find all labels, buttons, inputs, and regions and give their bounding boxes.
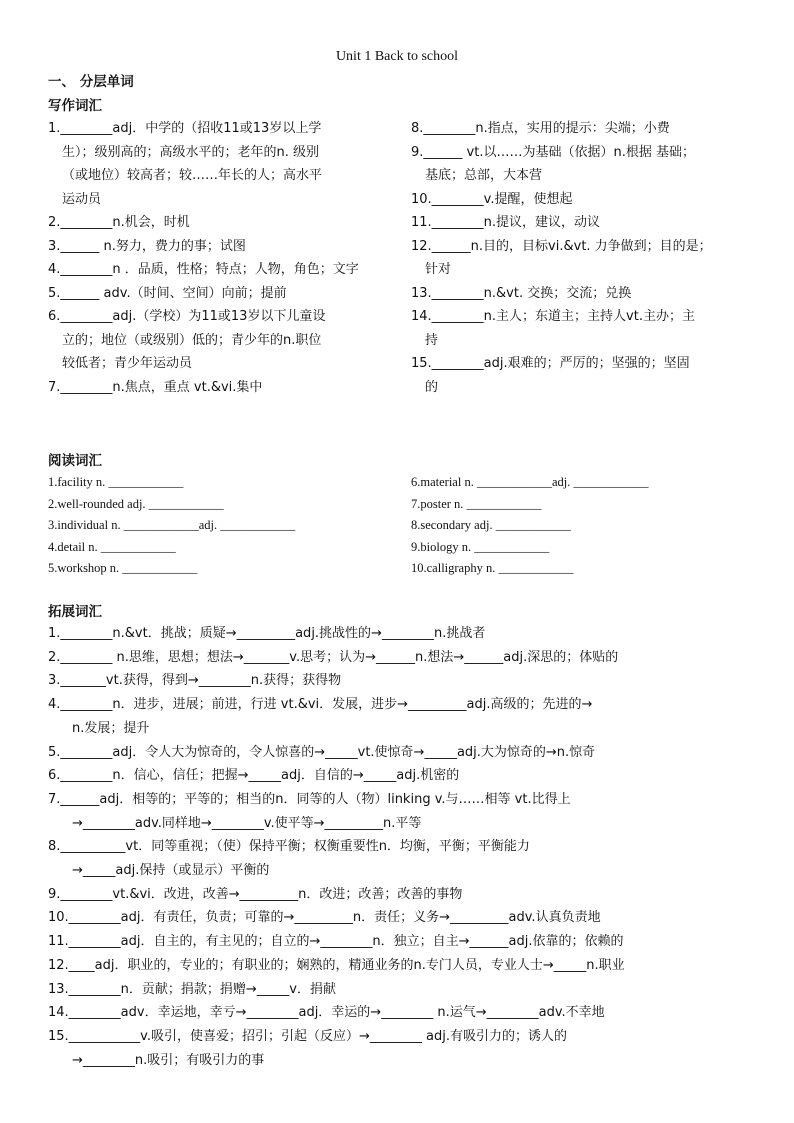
extension-item: 4.________n．进步，进展；前进，行进 vt.&vi．发展，进步→_________adj.高级的；先进的→	[48, 697, 593, 713]
extension-item-continued: →________n.吸引；有吸引力的事	[72, 1052, 265, 1068]
writing-heading: 写作词汇	[48, 98, 102, 114]
writing-item-line: 8.________n.指点，实用的提示：尖端；小费	[411, 121, 670, 136]
writing-item-line: 立的；地位（或级别）低的；青少年的n.职位	[62, 332, 322, 348]
reading-item-line: 6.material n. ____________adj. ____________	[411, 475, 649, 489]
writing-item	[48, 235, 388, 259]
reading-item	[48, 537, 388, 559]
writing-item	[411, 211, 751, 235]
writing-item	[411, 235, 751, 282]
reading-item-line: 4.detail n. ____________	[48, 539, 176, 554]
writing-item	[48, 117, 388, 211]
writing-item-line: 13.________n.&vt. 交换；交流；兑换	[411, 285, 632, 301]
extension-item: 14.________adv．幸运地，幸亏→________adj．幸运的→________ n.运气→________adv.不幸地	[48, 1005, 605, 1021]
writing-item-line: 9.______ vt.以……为基础（依据）n.根据 基础；	[411, 144, 695, 160]
writing-item-line: 11.________n.提议，建议，动议	[411, 215, 601, 230]
reading-item-line: 3.individual n. ____________adj. ____________	[48, 518, 296, 532]
writing-item	[411, 352, 751, 399]
reading-item-line: 9.biology n. ____________	[411, 539, 550, 554]
extension-item: 2.________ n.思维，思想；想法→_______v.思考；认为→______n.想法→______adj.深思的；体贴的	[48, 649, 619, 665]
writing-item	[48, 211, 388, 235]
reading-item-line: 8.secondary adj. ____________	[411, 518, 571, 532]
writing-item	[411, 141, 751, 188]
reading-item-line: 10.calligraphy n. ____________	[411, 561, 574, 575]
page-title: Unit 1 Back to school	[335, 49, 459, 64]
writing-item-line: 10.________v.提醒，使想起	[411, 191, 573, 207]
reading-item-line: 2.well-rounded adj. ____________	[48, 496, 224, 511]
writing-item-line: 4.________n ．品质，性格；特点；人物，角色；文字	[48, 262, 359, 277]
reading-item	[411, 494, 751, 516]
extension-item: 12.____adj．职业的，专业的；有职业的；娴熟的，精通业务的n.专门人员，专业人士→_____n.职业	[48, 957, 625, 973]
reading-item	[48, 494, 388, 516]
writing-right-column	[411, 117, 751, 399]
reading-item	[411, 515, 751, 537]
writing-item-line: 针对	[425, 262, 452, 277]
reading-right-column	[411, 472, 751, 580]
reading-heading: 阅读词汇	[48, 453, 102, 469]
extension-item-continued: n.发展；提升	[72, 720, 150, 736]
extension-item: 3._______vt.获得，得到→________n.获得；获得物	[48, 673, 342, 689]
writing-item	[48, 258, 388, 282]
extension-item: 13.________n．贡献；捐款；捐赠→_____v．捐献	[48, 981, 336, 997]
reading-item	[411, 558, 751, 580]
writing-item-line: 14.________n.主人；东道主；主持人vt.主办；主	[411, 309, 695, 324]
writing-item-line: 3.______ n.努力，费力的事；试图	[48, 238, 246, 254]
section-heading: 一、 分层单词	[48, 74, 134, 90]
extension-item: 10.________adj．有责任，负责；可靠的→_________n．责任；义务→_________adv.认真负责地	[48, 910, 601, 926]
extension-item: 1.________n.&vt．挑战；质疑→_________adj.挑战性的→________n.挑战者	[48, 626, 486, 641]
extension-item: 8.__________vt．同等重视；（使）保持平衡；权衡重要性n．均衡，平衡；平衡能力	[48, 839, 530, 855]
reading-item	[48, 472, 388, 494]
reading-left-column	[48, 472, 388, 580]
extension-item: 9.________vt.&vi．改进，改善→_________n．改进；改善；改善的事物	[48, 886, 463, 902]
reading-item	[48, 515, 388, 537]
writing-left-column	[48, 117, 388, 399]
writing-item-line: 较低者；青少年运动员	[62, 356, 193, 371]
reading-item	[411, 537, 751, 559]
writing-item-line: 基底；总部，大本营	[425, 168, 543, 183]
reading-item	[411, 472, 751, 494]
writing-item	[411, 305, 751, 352]
writing-item	[48, 376, 388, 400]
writing-item	[48, 305, 388, 376]
writing-item-line: 生）；级别高的；高级水平的；老年的n. 级别	[62, 144, 320, 160]
writing-item-line: 2.________n.机会，时机	[48, 215, 190, 230]
writing-item-line: 的	[425, 379, 439, 395]
writing-item-line: 12.______n.目的，目标vi.&vt. 力争做到；目的是；	[411, 238, 712, 254]
writing-item	[411, 188, 751, 212]
extension-item-continued: →_____adj.保持（或显示）平衡的	[72, 863, 270, 879]
writing-item-line: 6.________adj.（学校）为11或13岁以下儿童设	[48, 309, 326, 324]
writing-item-line: 7.________n.焦点，重点 vt.&vi.集中	[48, 379, 263, 395]
extension-item-continued: →________adv.同样地→________v.使平等→_________n.平等	[72, 815, 422, 831]
reading-item	[48, 558, 388, 580]
extension-item: 11.________adj．自主的，有主见的；自立的→________n．独立；自主→______adj.依靠的；依赖的	[48, 934, 624, 950]
writing-item-line: 持	[425, 332, 439, 348]
extension-item: 7.______adj．相等的；平等的；相当的n．同等的人（物）linking v.与……相等 vt.比得上	[48, 791, 571, 807]
reading-item-line: 1.facility n. ____________	[48, 475, 184, 489]
extension-list	[48, 622, 758, 1072]
extension-heading: 拓展词汇	[48, 604, 102, 620]
writing-item-line: 运动员	[62, 191, 102, 207]
reading-item-line: 5.workshop n. ____________	[48, 561, 198, 575]
writing-item-line: 1.________adj．中学的（招收11或13岁以上学	[48, 121, 322, 136]
reading-item-line: 7.poster n. ____________	[411, 496, 542, 511]
writing-item	[411, 282, 751, 306]
writing-item	[411, 117, 751, 141]
writing-item-line: （或地位）较高者；较……年长的人；高水平	[62, 168, 323, 183]
writing-item-line: 15.________adj.艰难的；严厉的；坚强的；坚固	[411, 356, 690, 371]
extension-item: 15.___________v.吸引，使喜爱；招引；引起（反应）→________ adj.有吸引力的；诱人的	[48, 1028, 567, 1044]
writing-item-line: 5.______ adv.（时间、空间）向前；提前	[48, 285, 287, 301]
writing-item	[48, 282, 388, 306]
extension-item: 5.________adj．令人大为惊奇的，令人惊喜的→_____vt.使惊奇→_____adj.大为惊奇的→n.惊奇	[48, 744, 596, 760]
extension-item: 6.________n．信心，信任；把握→_____adj．自信的→_____adj.机密的	[48, 768, 460, 784]
